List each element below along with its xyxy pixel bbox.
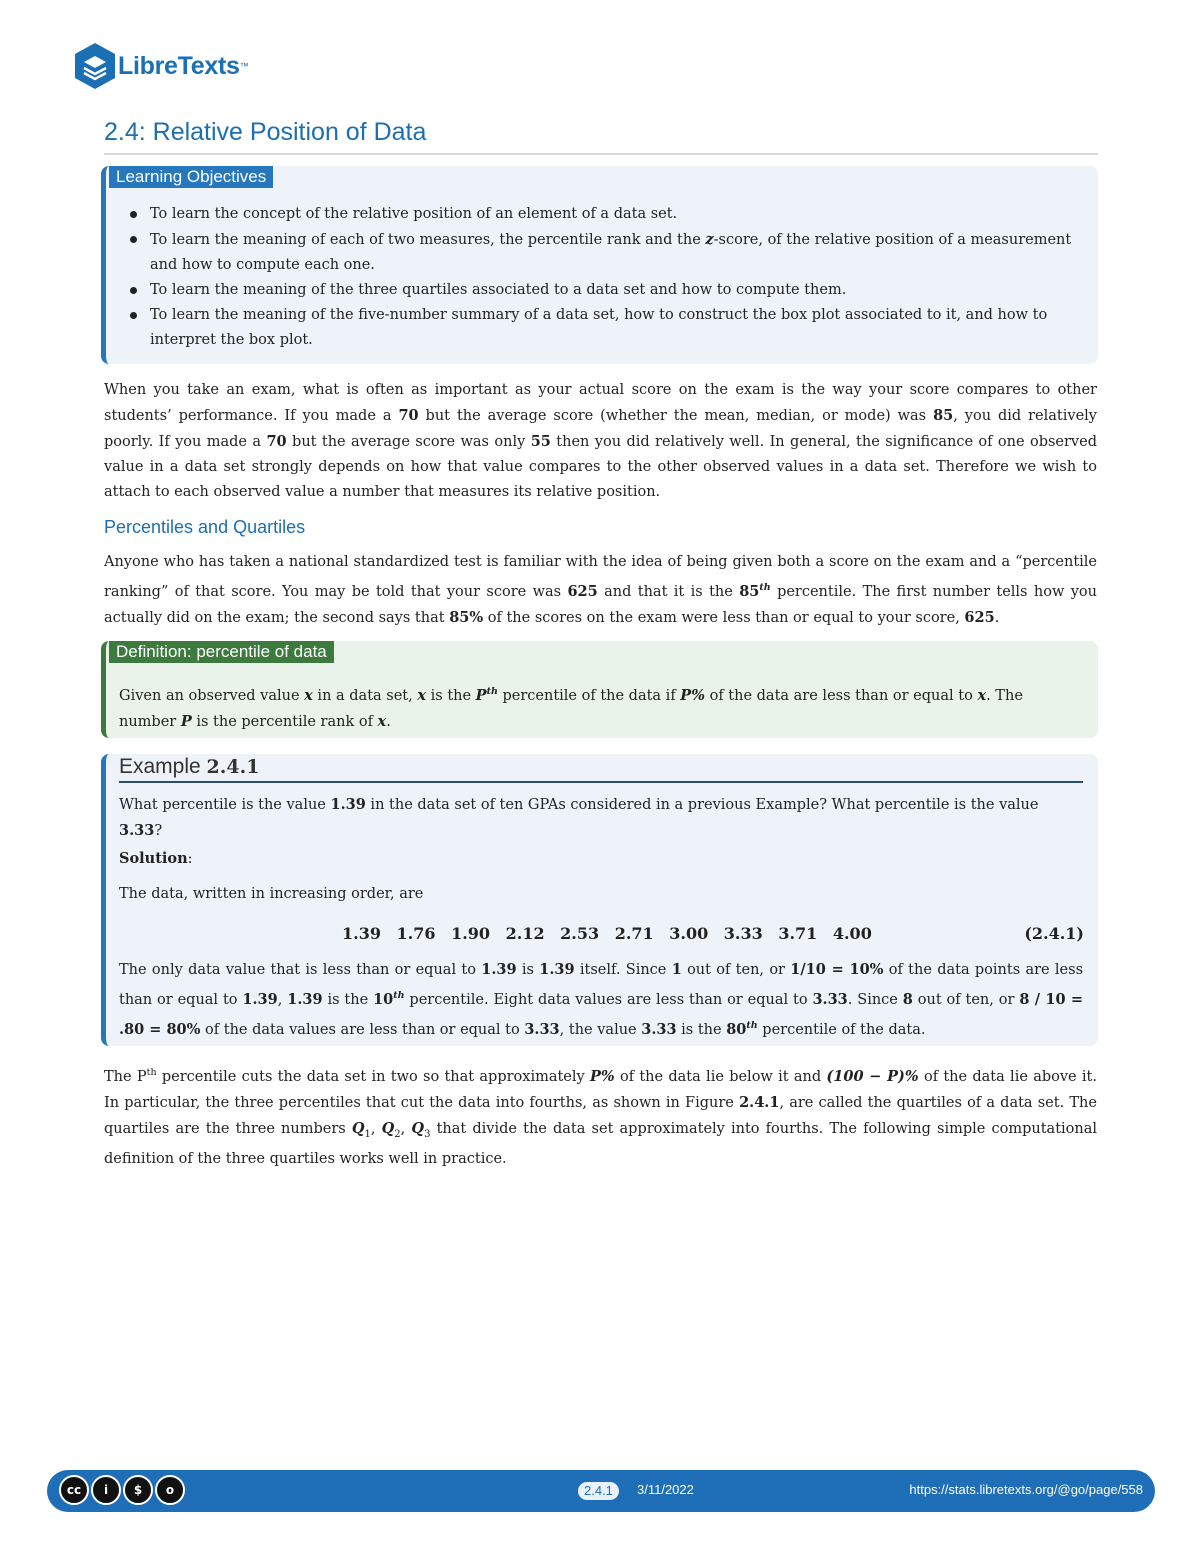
list-item: To learn the meaning of the three quartiles associated to a data set and how to compute them. <box>130 278 1090 303</box>
bullet-icon <box>130 236 137 243</box>
bullet-icon <box>130 211 137 218</box>
section-heading-percentiles: Percentiles and Quartiles <box>104 517 306 537</box>
logo-trademark: ™ <box>239 61 249 71</box>
libretexts-logo[interactable] <box>74 42 249 90</box>
definition-label: Definition: percentile of data <box>109 641 334 663</box>
attribution-icon: i <box>91 1475 121 1505</box>
learning-objectives-list <box>130 202 1090 353</box>
definition-box <box>101 641 1098 738</box>
noncommercial-icon: $ <box>123 1475 153 1505</box>
libretexts-hexagon-icon <box>74 42 116 90</box>
page-footer <box>47 1470 1155 1512</box>
page-number-badge: 2.4.1 <box>578 1482 619 1500</box>
list-item: To learn the meaning of the five-number summary of a data set, how to construct the box plot associated to it, and how to interpret the box plot. <box>130 303 1090 353</box>
bullet-icon <box>130 312 137 319</box>
footer-url-link[interactable]: https://stats.libretexts.org/@go/page/558 <box>909 1482 1143 1497</box>
list-item: To learn the meaning of each of two measures, the percentile rank and the z-score, of the relative position of a measurement and how to compute each one. <box>130 227 1090 278</box>
intro-paragraph: When you take an exam, what is often as important as your actual score on the exam is the way your score compares to other students’ performance. If you made a 70 but the average score (whether the mean, median, or mode) was 85, you did relatively poorly. If you made a 70 but the average score was only 55 then you did relatively well. In general, the significance of one observed value in a data set strongly depends on how that value compares to the other observed values in a data set. Therefore we wish to attach to each observed value a number that measures its relative position. <box>104 382 1097 500</box>
bullet-icon <box>130 287 137 294</box>
learning-objectives-label: Learning Objectives <box>109 166 273 188</box>
creative-commons-license-icon[interactable] <box>59 1475 187 1505</box>
example-title: Example 2.4.1 <box>119 755 1083 783</box>
sharealike-icon: o <box>155 1475 185 1505</box>
data-equation: 1.39 1.76 1.90 2.12 2.53 2.71 3.00 3.33 3.71 4.00 <box>342 924 872 943</box>
example-question: What percentile is the value 1.39 in the data set of ten GPAs considered in a previous Example? What percentile is the value 3.33? <box>119 796 1039 839</box>
equation-number: (2.4.1) <box>1024 924 1084 943</box>
footer-date: 3/11/2022 <box>637 1482 694 1497</box>
logo-text: LibreTexts <box>118 51 240 80</box>
definition-text: Given an observed value x in a data set, x is the $P^{th}$ percentile of the data if P% of the data are less than or equal to x. The number P is the percentile rank of x. <box>119 686 1023 730</box>
solution-intro: The data, written in increasing order, are <box>119 886 424 902</box>
percentiles-paragraph: Anyone who has taken a national standardized test is familiar with the idea of being given both a score on the exam and a “percentile ranking” of that score. You may be told that your score was 625 and that it is the 85th percentile. The first number tells how you actually did on the exam; the second says that 85% of the scores on the exam were less than or equal to your score, 625. <box>104 554 1097 626</box>
page-title: 2.4: Relative Position of Data <box>104 118 1098 155</box>
list-item: To learn the concept of the relative position of an element of a data set. <box>130 202 1090 227</box>
example-box <box>101 754 1098 1046</box>
solution-label: Solution: <box>119 850 193 867</box>
solution-answer: The only data value that is less than or equal to 1.39 is 1.39 itself. Since 1 out of ten, or 1/10 = 10% of the data points are less than or equal to 1.39, 1.39 is the 10th percentile. Eight data values are less than or equal to 3.33. Since 8 out of ten, or 8 / 10 = .80 = 80% of the data values are less than or equal to 3.33, the value 3.33 is the 80th percentile of the data. <box>119 961 1084 1038</box>
cc-icon: cc <box>59 1475 89 1505</box>
learning-objectives-box <box>101 166 1098 364</box>
closing-paragraph: The $P^{th}$ percentile cuts the data set in two so that approximately P% of the data lie below it and (100 − P)% of the data lie above it. In particular, the three percentiles that cut the data into fourths, as shown in Figure 2.4.1, are called the quartiles of a data set. The quartiles are the three numbers $Q_1$, $Q_2$, $Q_3$ that divide the data set approximately into fourths. The following simple computational definition of the three quartiles works well in practice. <box>104 1067 1098 1167</box>
